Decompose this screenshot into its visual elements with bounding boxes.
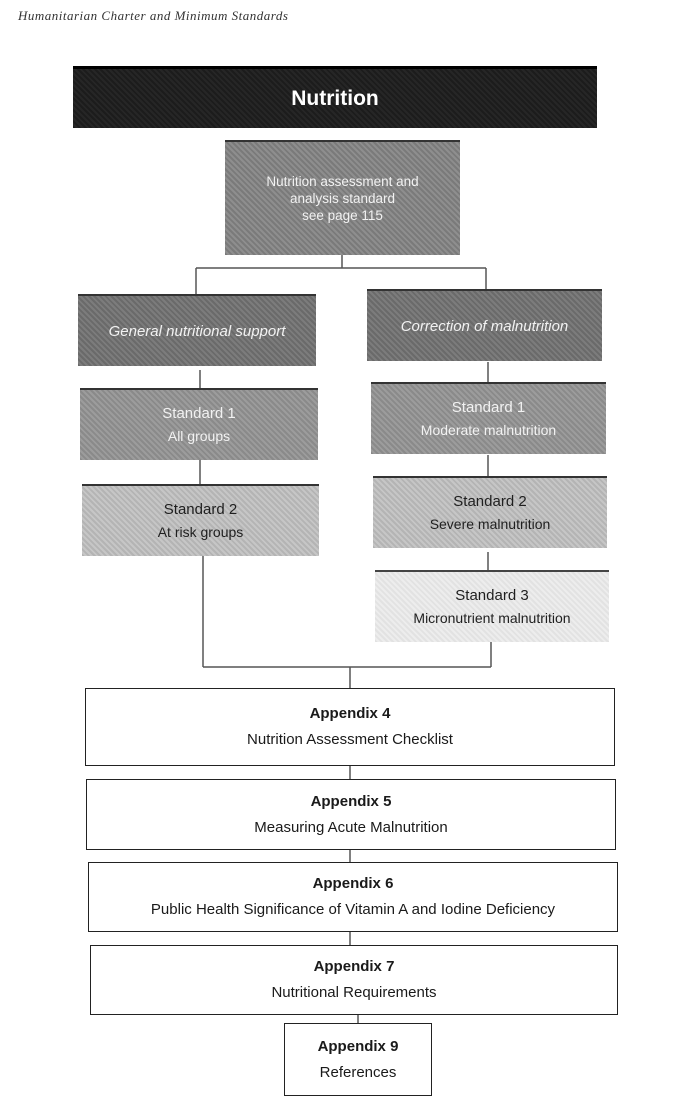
- appendix-7-box: [90, 945, 618, 1015]
- appendix-9-subtitle: References: [319, 1063, 397, 1081]
- appendix-7-subtitle: Nutritional Requirements: [271, 984, 437, 1001]
- general-standard-2-subtitle: At risk groups: [157, 524, 244, 540]
- appendix-4-box: [85, 688, 615, 766]
- appendix-4-title: Appendix 4: [309, 705, 391, 722]
- general-standard-1-subtitle: All groups: [167, 428, 231, 444]
- appendix-5-title: Appendix 5: [310, 792, 392, 810]
- correction-standard-2-box: [373, 476, 607, 548]
- appendix-7-title: Appendix 7: [313, 958, 395, 975]
- correction-standard-3-subtitle: Micronutrient malnutrition: [413, 610, 571, 626]
- correction-standard-1-box: [371, 382, 606, 454]
- assessment-line-2: analysis standard: [289, 191, 396, 206]
- correction-standard-2-title: Standard 2: [453, 493, 527, 510]
- general-standard-1-title: Standard 1: [162, 405, 236, 422]
- appendix-4-subtitle: Nutrition Assessment Checklist: [247, 731, 453, 748]
- appendix-6-title: Appendix 6: [312, 875, 394, 892]
- general-standard-2-title: Standard 2: [163, 501, 238, 518]
- assessment-standard-box: [225, 140, 460, 255]
- correction-standard-3-title: Standard 3: [455, 587, 529, 604]
- page-header: Humanitarian Charter and Minimum Standards: [18, 8, 289, 23]
- appendix-6-subtitle: Public Health Significance of Vitamin A and Iodine Deficiency: [150, 901, 556, 918]
- appendix-9-box: [284, 1023, 432, 1096]
- general-support-heading-box: [78, 294, 316, 366]
- correction-standard-1-title: Standard 1: [451, 399, 526, 416]
- general-standard-1-box: [80, 388, 318, 460]
- general-support-heading: General nutritional support: [108, 322, 286, 340]
- appendix-5-subtitle: Measuring Acute Malnutrition: [254, 818, 448, 836]
- nutrition-title: [73, 66, 597, 128]
- appendix-5-box: [86, 779, 616, 850]
- correction-standard-2-subtitle: Severe malnutrition: [429, 516, 551, 532]
- correction-heading-box: [367, 289, 602, 361]
- correction-standard-3-box: [375, 570, 609, 642]
- assessment-line-3: see page 115: [302, 208, 383, 223]
- appendix-6-box: [88, 862, 618, 932]
- correction-standard-1-subtitle: Moderate malnutrition: [420, 422, 557, 438]
- assessment-line-1: Nutrition assessment and: [266, 174, 419, 189]
- general-standard-2-box: [82, 484, 319, 556]
- appendix-9-title: Appendix 9: [317, 1037, 399, 1055]
- correction-heading: Correction of malnutrition: [400, 317, 569, 335]
- nutrition-title-text: Nutrition: [291, 86, 379, 110]
